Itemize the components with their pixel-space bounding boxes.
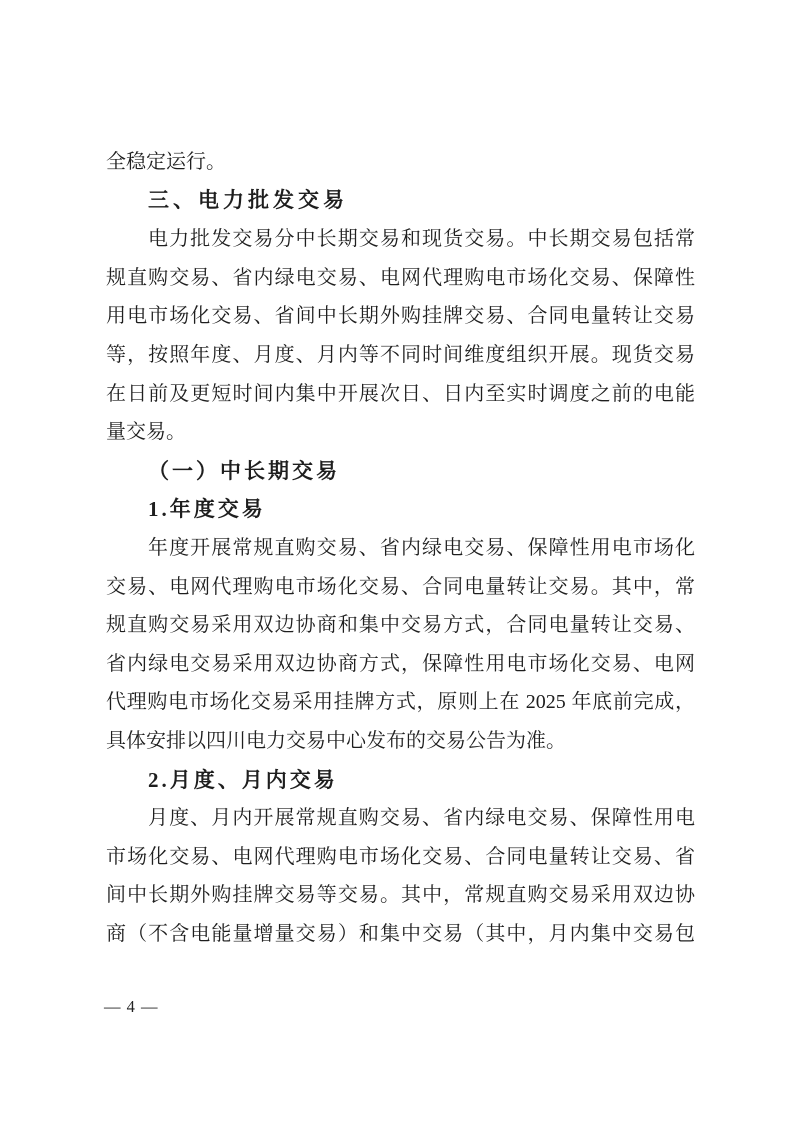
- body-line: 规直购交易、省内绿电交易、电网代理购电市场化交易、保障性: [106, 266, 695, 289]
- body-line: 在日前及更短时间内集中开展次日、日内至实时调度之前的电能: [106, 382, 695, 405]
- body-line-continuation: 全稳定运行。: [106, 151, 226, 173]
- body-line: 商（不含电能量增量交易）和集中交易（其中，月内集中交易包: [106, 922, 695, 945]
- body-line: 月度、月内开展常规直购交易、省内绿电交易、保障性用电: [148, 807, 695, 830]
- body-line: 年度开展常规直购交易、省内绿电交易、保障性用电市场化: [148, 536, 695, 559]
- body-line: 市场化交易、电网代理购电市场化交易、合同电量转让交易、省: [106, 845, 695, 868]
- body-line: 规直购交易采用双边协商和集中交易方式，合同电量转让交易、: [106, 614, 695, 637]
- document-body: [106, 143, 695, 953]
- body-line: 间中长期外购挂牌交易等交易。其中，常规直购交易采用双边协: [106, 884, 695, 907]
- section-heading-3: 三、电力批发交易: [148, 188, 348, 212]
- body-line: 代理购电市场化交易采用挂牌方式，原则上在 2025 年底前完成，: [106, 691, 695, 714]
- body-line-paragraph-end: 具体安排以四川电力交易中心发布的交易公告为准。: [106, 729, 566, 752]
- body-line: 省内绿电交易采用双边协商方式，保障性用电市场化交易、电网: [106, 652, 695, 675]
- body-line: 等，按照年度、月度、月内等不同时间维度组织开展。现货交易: [106, 343, 695, 366]
- numbered-heading-monthly-trading: 2.月度、月内交易: [148, 767, 338, 792]
- numbered-heading-annual-trading: 1.年度交易: [148, 497, 266, 522]
- subsection-heading-1: （一）中长期交易: [148, 458, 340, 483]
- body-line-paragraph-end: 量交易。: [106, 421, 186, 444]
- page-number: — 4 —: [104, 997, 159, 1016]
- body-line: 交易、电网代理购电市场化交易、合同电量转让交易。其中，常: [106, 575, 695, 598]
- body-line: 用电市场化交易、省间中长期外购挂牌交易、合同电量转让交易: [106, 305, 695, 328]
- body-line: 电力批发交易分中长期交易和现货交易。中长期交易包括常: [148, 228, 695, 251]
